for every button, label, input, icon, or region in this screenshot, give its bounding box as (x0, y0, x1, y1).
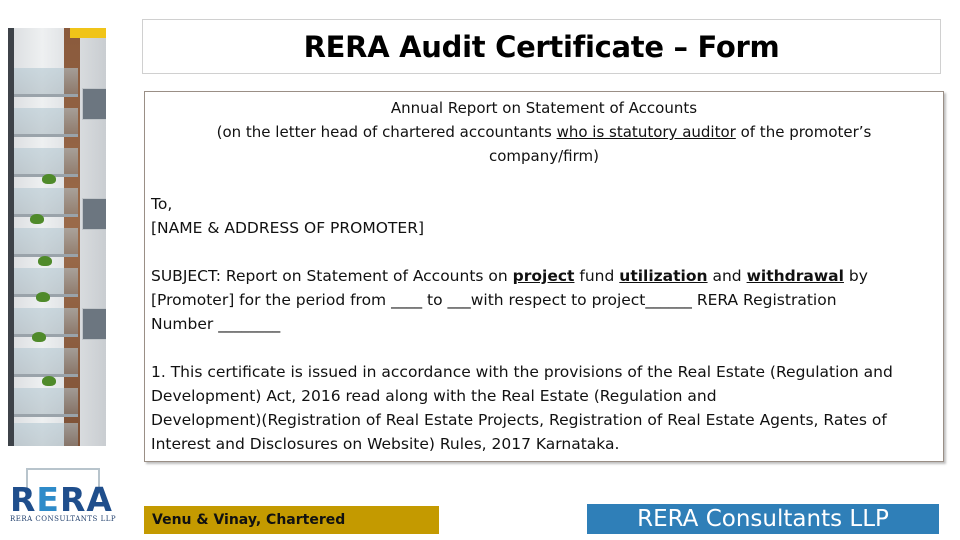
logo-subtitle: RERA CONSULTANTS LLP (10, 515, 117, 523)
subject-text: fund (574, 267, 620, 285)
subject-text: and (707, 267, 747, 285)
building-roof-accent (70, 28, 106, 38)
footer-brand-text: RERA Consultants LLP (637, 506, 889, 532)
certificate-heading (151, 96, 937, 168)
building-balcony (14, 388, 78, 417)
heading-line-1: Annual Report on Statement of Accounts (390, 99, 698, 117)
building-illustration (8, 28, 106, 446)
building-window (82, 198, 106, 230)
title-box (142, 19, 941, 74)
subject-label: SUBJECT: (151, 267, 221, 285)
logo-letter: E (36, 480, 60, 519)
heading-underlined-text: who is statutory auditor (556, 123, 736, 141)
subject-withdrawal: withdrawal (746, 267, 844, 285)
logo-wordmark (10, 480, 113, 519)
to-label: To, (151, 195, 173, 213)
paragraph-1-line-2: Development) Act, 2016 read along with the Real Estate (Regulation and (151, 387, 717, 405)
building-balcony (14, 68, 78, 97)
subject-project: project (512, 267, 575, 285)
building-balcony (14, 308, 78, 337)
logo-letter: RA (59, 480, 113, 519)
logo-letter: R (10, 480, 37, 519)
subject-line-1 (151, 264, 937, 288)
building-window (82, 88, 106, 120)
building-balcony (14, 108, 78, 137)
footer-author-text: Venu & Vinay, Chartered (152, 512, 346, 528)
building-balcony (14, 148, 78, 177)
paragraph-1-line-3: Development)(Registration of Real Estate Projects, Registration of Real Estate Agents, Rates of (151, 411, 887, 429)
subject-text: by (843, 267, 868, 285)
subject-line-2: [Promoter] for the period from ____ to ___with respect to project______ RERA Registration (151, 291, 837, 309)
paragraph-1-line-4: Interest and Disclosures on Website) Rules, 2017 Karnataka. (151, 435, 620, 453)
building-balcony (14, 188, 78, 217)
subject-utilization: utilization (619, 267, 708, 285)
building-balcony (14, 423, 78, 446)
heading-line-2 (151, 120, 937, 144)
plant-icon (36, 292, 50, 302)
building-window (82, 308, 106, 340)
heading-text: of the promoter’s (735, 123, 872, 141)
plant-icon (42, 376, 56, 386)
footer-author-bar (144, 506, 439, 534)
page-title: RERA Audit Certificate – Form (303, 29, 780, 64)
building-balcony (14, 348, 78, 377)
plant-icon (32, 332, 46, 342)
plant-icon (38, 256, 52, 266)
subject-line-3: Number ________ (151, 315, 281, 333)
subject-text: Report on Statement of Accounts on (221, 267, 513, 285)
building-balcony (14, 228, 78, 257)
plant-icon (42, 174, 56, 184)
paragraph-1-line-1: 1. This certificate is issued in accordance with the provisions of the Real Estate (Regulation and (151, 363, 893, 381)
heading-line-3: company/firm) (488, 147, 599, 165)
to-address: [NAME & ADDRESS OF PROMOTER] (151, 219, 425, 237)
certificate-form (144, 91, 944, 462)
rera-logo (4, 466, 116, 526)
heading-text: (on the letter head of chartered accountants (216, 123, 557, 141)
footer-brand-bar (587, 504, 939, 534)
plant-icon (30, 214, 44, 224)
